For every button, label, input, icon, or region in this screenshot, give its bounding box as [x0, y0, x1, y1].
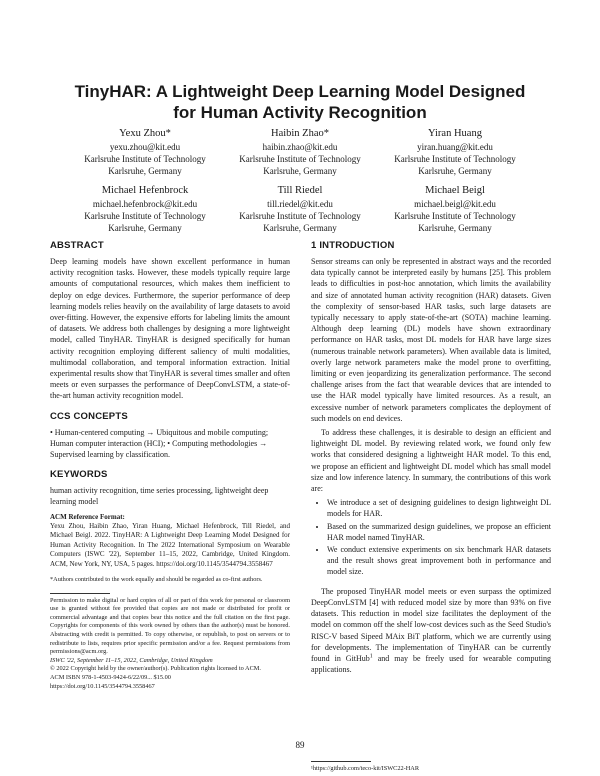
- contributions-list: [311, 497, 551, 577]
- conference-line: ISWC '22, September 11–15, 2022, Cambridge, United Kingdom: [50, 656, 213, 664]
- author-block: [55, 127, 235, 177]
- author-location: Karlsruhe, Germany: [418, 166, 492, 176]
- author-affiliation: Karlsruhe Institute of Technology: [84, 154, 206, 164]
- author-block: [55, 184, 235, 234]
- isbn-line: ACM ISBN 978-1-4503-9424-6/22/09... $15.00: [50, 674, 171, 682]
- author-affiliation: Karlsruhe Institute of Technology: [239, 211, 361, 221]
- list-item: • We conduct extensive experiments on six benchmark HAR datasets and the result shows great improvement both in performance and model size.: [327, 544, 551, 578]
- author-name: Haibin Zhao*: [270, 128, 330, 139]
- intro-paragraph-3-text: The proposed TinyHAR model meets or even surpass the optimized DeepConvLSTM [4] with reduced model size by more than 93% on five datasets. This reduction in model size facilitates the deployment of the model on common off the shelf low-cost devices such as the Seed Studio's RISC-V based Sipeed MAix BiT platform, which we are currently using for developments. The implementation of TinyHAR can be currently found in GitHub: [311, 586, 551, 663]
- author-name: Till Riedel: [277, 185, 323, 196]
- ccs-text: • Human-centered computing → Ubiquitous and mobile computing; Human computer interaction (HCI); • Computing methodologies → Supervised learning by classification.: [50, 427, 269, 460]
- author-name: Yexu Zhou*: [119, 128, 171, 139]
- author-location: Karlsruhe, Germany: [263, 166, 337, 176]
- author-email: yexu.zhou@kit.edu: [109, 142, 181, 152]
- author-name: Michael Hefenbrock: [101, 185, 189, 196]
- author-email: yiran.huang@kit.edu: [417, 142, 493, 152]
- list-item: • We introduce a set of designing guidelines to design lightweight DL models for HAR.: [327, 497, 551, 519]
- author-location: Karlsruhe, Germany: [108, 166, 182, 176]
- author-affiliation: Karlsruhe Institute of Technology: [239, 154, 361, 164]
- acm-reference-heading: ACM Reference Format:: [50, 512, 125, 521]
- intro-paragraph-1: Sensor streams can only be represented in abstract ways and the recorded data typically cannot be interpreted easily by humans [25]. This problem leads to difficulties in post-hoc annotation, which limits the availability and size of annotated human activity recognition (HAR) datasets. Given the complexity of sensor-based HAR tasks, such large datasets are typically necessary to apply state-of-the-art (SOTA) machine learning. Although deep learning (DL) models have shown extraordinary performance on HAR tasks, most DL models for HAR have large sizes (numerous trainable network parameters). When available data is limited, overly large network parameters make the model prone to overfitting, limiting or even jeopardizing its generalization performance. The second challenge arises from the fact that wearable devices that are intended to use the HAR model typically have limited resources. As a result, an excessive number of network parameters complicates the deployment of such models on end devices.: [311, 257, 551, 423]
- author-location: Karlsruhe, Germany: [263, 223, 337, 233]
- author-email: michael.beigl@kit.edu: [414, 199, 496, 209]
- intro-paragraph-3: [311, 586, 551, 676]
- left-column: [50, 240, 290, 691]
- paper-title: [40, 81, 560, 123]
- keywords-heading: KEYWORDS: [50, 469, 108, 481]
- author-location: Karlsruhe, Germany: [108, 223, 182, 233]
- author-email: haibin.zhao@kit.edu: [262, 142, 338, 152]
- abstract-heading: ABSTRACT: [50, 240, 104, 251]
- intro-paragraph-3-end: and may be freely used for wearable computing applications.: [311, 653, 552, 675]
- footnote-rule: [50, 593, 110, 594]
- list-item: • Based on the summarized design guidelines, we propose an efficient HAR model named TinyHAR.: [327, 521, 551, 543]
- author-block: [210, 184, 390, 234]
- right-column: [311, 240, 551, 774]
- ccs-heading: CCS CONCEPTS: [50, 410, 128, 422]
- title-line-2: for Human Activity Recognition: [173, 103, 427, 122]
- intro-paragraph-2: To address these challenges, it is desirable to design an efficient and lightweight DL model. By reviewing related work, we found only few works that considered designing a lightweight HAR model. To this end, we propose an efficient and lightweight DL model which has small model size and low inference latency. In summary, the contributions of this work are:: [311, 428, 551, 494]
- author-name: Yiran Huang: [428, 128, 482, 139]
- page-number: 89: [295, 740, 305, 750]
- acm-reference-text: Yexu Zhou, Haibin Zhao, Yiran Huang, Michael Hefenbrock, Till Riedel, and Michael Beigl. 2022. TinyHAR: A Lightweight Deep Learning Model Designed for Human Activity Recognition. In The 2022 International Symposium on Wearable Computers (ISWC '22), September 11–15, 2022, Cambridge, United Kingdom. ACM, New York, NY, USA, 5 pages. https://doi.org/10.1145/3544794.3558467: [50, 522, 290, 568]
- copyright-line: © 2022 Copyright held by the owner/author(s). Publication rights licensed to ACM.: [50, 665, 261, 673]
- footnote-marker: 1: [369, 653, 373, 660]
- github-footnote[interactable]: ¹https://github.com/teco-kit/ISWC22-HAR: [311, 765, 420, 773]
- authors-footnote: *Authors contributed to the work equally and should be regarded as co-first authors.: [50, 576, 263, 584]
- author-affiliation: Karlsruhe Institute of Technology: [394, 154, 516, 164]
- author-location: Karlsruhe, Germany: [418, 223, 492, 233]
- author-affiliation: Karlsruhe Institute of Technology: [84, 211, 206, 221]
- author-block: [365, 184, 545, 234]
- keywords-text: human activity recognition, time series processing, lightweight deep learning model: [50, 486, 269, 507]
- author-affiliation: Karlsruhe Institute of Technology: [394, 211, 516, 221]
- permission-notice: Permission to make digital or hard copies of all or part of this work for personal or classroom use is granted without fee provided that copies are not made or distributed for profit or commercial advantage and that copies bear this notice and the full citation on the first page. Copyrights for components of this work owned by others than the author(s) must be honored. Abstracting with credit is permitted. To copy otherwise, or republish, to post on servers or to redistribute to lists, requires prior specific permission and/or a fee. Request permissions from permissions@acm.org.: [50, 596, 290, 656]
- author-email: till.riedel@kit.edu: [267, 199, 333, 209]
- title-line-1: TinyHAR: A Lightweight Deep Learning Model Designed: [74, 82, 526, 101]
- author-block: [210, 127, 390, 177]
- intro-heading: 1 INTRODUCTION: [311, 240, 395, 251]
- footnote-rule: [311, 761, 371, 762]
- doi-link[interactable]: https://doi.org/10.1145/3544794.3558467: [50, 682, 155, 690]
- author-block: [365, 127, 545, 177]
- author-email: michael.hefenbrock@kit.edu: [92, 199, 198, 209]
- abstract-text: Deep learning models have shown excellent performance in human activity recognition tasks. However, these models typically require large amounts of computational resources, which makes them inefficient to deploy on edge devices. Furthermore, the superior performance of deep learning models relies heavily on the availability of large datasets to avoid over-fitting. However, the expensive efforts for labeling limits the amount of datasets. We address both challenges by designing a more lightweight model, called TinyHAR. TinyHAR is designed specifically for human activity recognition employing different saliency of multi modalities, multimodal collaboration, and temporal information extraction. Initial experimental results show that TinyHAR is several times smaller and often meets or even surpasses the performance of DeepConvLSTM, a state-of-the-art human activity recognition model.: [50, 257, 290, 401]
- author-name: Michael Beigl: [425, 185, 485, 196]
